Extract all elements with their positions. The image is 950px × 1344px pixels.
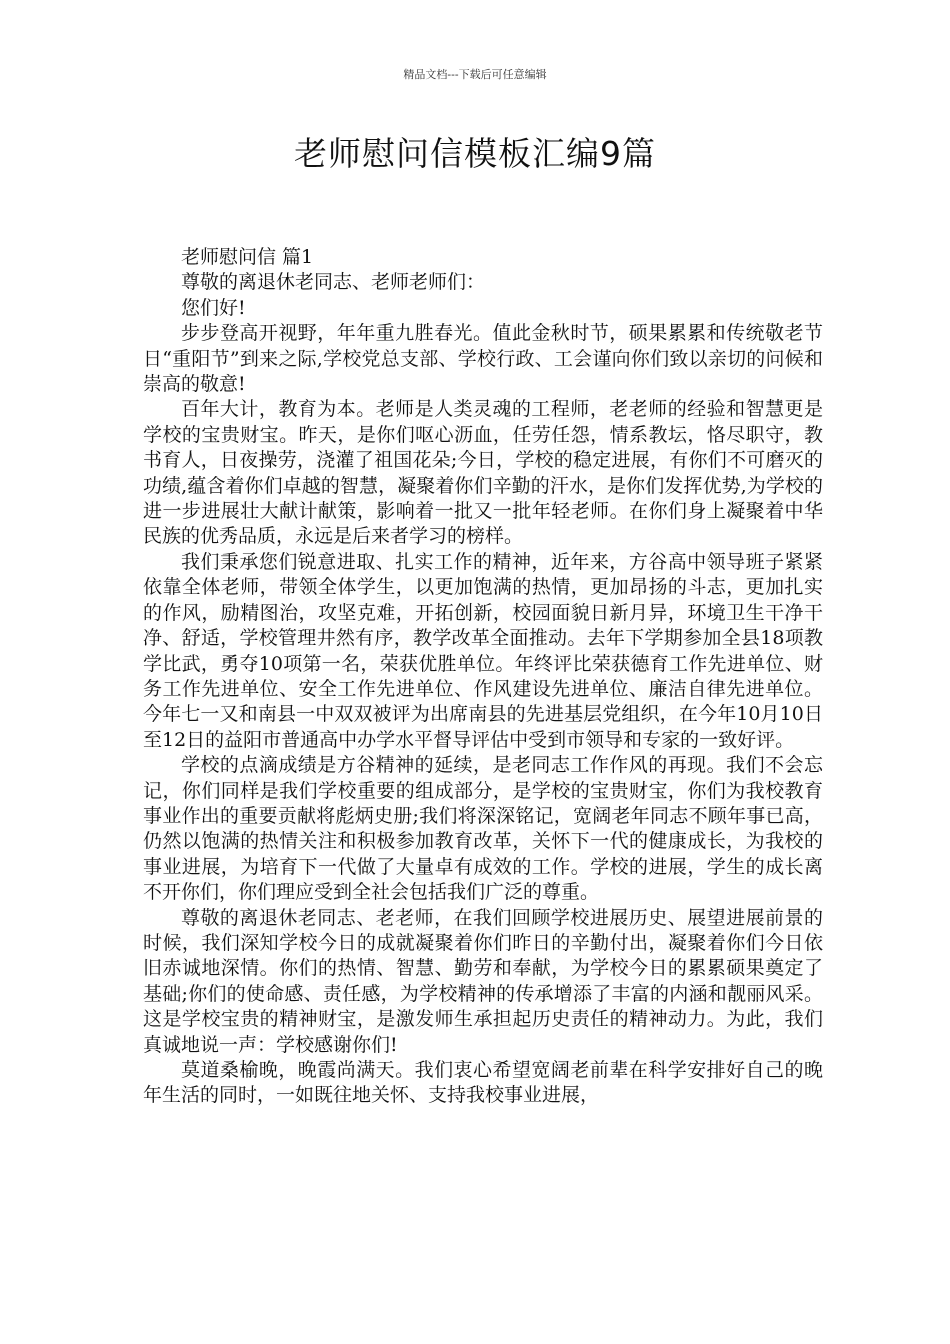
paragraph-1: 步步登高开视野，年年重九胜春光。值此金秋时节，硕果累累和传统敬老节日“重阳节”到来之际,学校党总支部、学校行政、工会谨向你们致以亲切的问候和崇高的敬意! — [143, 322, 823, 396]
salutation: 尊敬的离退休老同志、老师老师们： — [181, 271, 486, 294]
letter-body — [143, 245, 823, 1109]
paragraph-5: 尊敬的离退休老同志、老老师，在我们回顾学校进展历史、展望进展前景的时候，我们深知学校今日的成就凝聚着你们昨日的辛勤付出，凝聚着你们今日依旧赤诚地深情。你们的热情、智慧、勤劳和奉献，为学校今日的累累硕果奠定了基础;你们的使命感、责任感，为学校精神的传承增添了丰富的内涵和靓丽风采。这是学校宝贵的精神财宝，是激发师生承担起历史责任的精神动力。为此，我们真诚地说一声：学校感谢你们! — [143, 906, 823, 1056]
paragraph-2: 百年大计，教育为本。老师是人类灵魂的工程师，老老师的经验和智慧更是学校的宝贵财宝。昨天，是你们呕心沥血，任劳任怨，情系教坛，恪尽职守，教书育人，日夜操劳，浇灌了祖国花朵;今日，学校的稳定进展，有你们不可磨灭的功绩,蕴含着你们卓越的智慧，凝聚着你们辛勤的汗水，是你们发挥优势,为学校的进一步进展壮大献计献策，影响着一批又一批年轻老师。在你们身上凝聚着中华民族的优秀品质，永远是后来者学习的榜样。 — [143, 398, 823, 548]
document-title: 老师慰问信模板汇编9篇 — [294, 134, 656, 173]
section-heading: 老师慰问信 篇1 — [181, 246, 314, 268]
paragraph-4: 学校的点滴成绩是方谷精神的延续，是老同志工作作风的再现。我们不会忘记，你们同样是我们学校重要的组成部分，是学校的宝贵财宝，你们为我校教育事业作出的重要贡献将彪炳史册;我们将深深铭记，宽阔老年同志不顾年事已高，仍然以饱满的热情关注和积极参加教育改革，关怀下一代的健康成长，为我校的事业进展，为培育下一代做了大量卓有成效的工作。学校的进展，学生的成长离不开你们，你们理应受到全社会包括我们广泛的尊重。 — [143, 754, 823, 904]
paragraph-3: 我们秉承您们锐意进取、扎实工作的精神，近年来，方谷高中领导班子紧紧依靠全体老师，带领全体学生，以更加饱满的热情，更加昂扬的斗志，更加扎实的作风，励精图治，攻坚克难，开拓创新，校园面貌日新月异，环境卫生干净干净、舒适，学校管理井然有序，教学改革全面推动。去年下学期参加全县18项教学比武，勇夺10项第一名，荣获优胜单位。年终评比荣获德育工作先进单位、财务工作先进单位、安全工作先进单位、作风建设先进单位、廉洁自律先进单位。今年七一又和南县一中双双被评为出席南县的先进基层党组织，在今年10月10日至12日的益阳市普通高中办学水平督导评估中受到市领导和专家的一致好评。 — [143, 550, 823, 751]
paragraph-6: 莫道桑榆晚，晚霞尚满天。我们衷心希望宽阔老前辈在科学安排好自己的晚年生活的同时，一如既往地关怀、支持我校事业进展， — [143, 1059, 823, 1107]
greeting: 您们好! — [181, 296, 246, 319]
header-note: 精品文档---下载后可任意编辑 — [403, 68, 547, 81]
